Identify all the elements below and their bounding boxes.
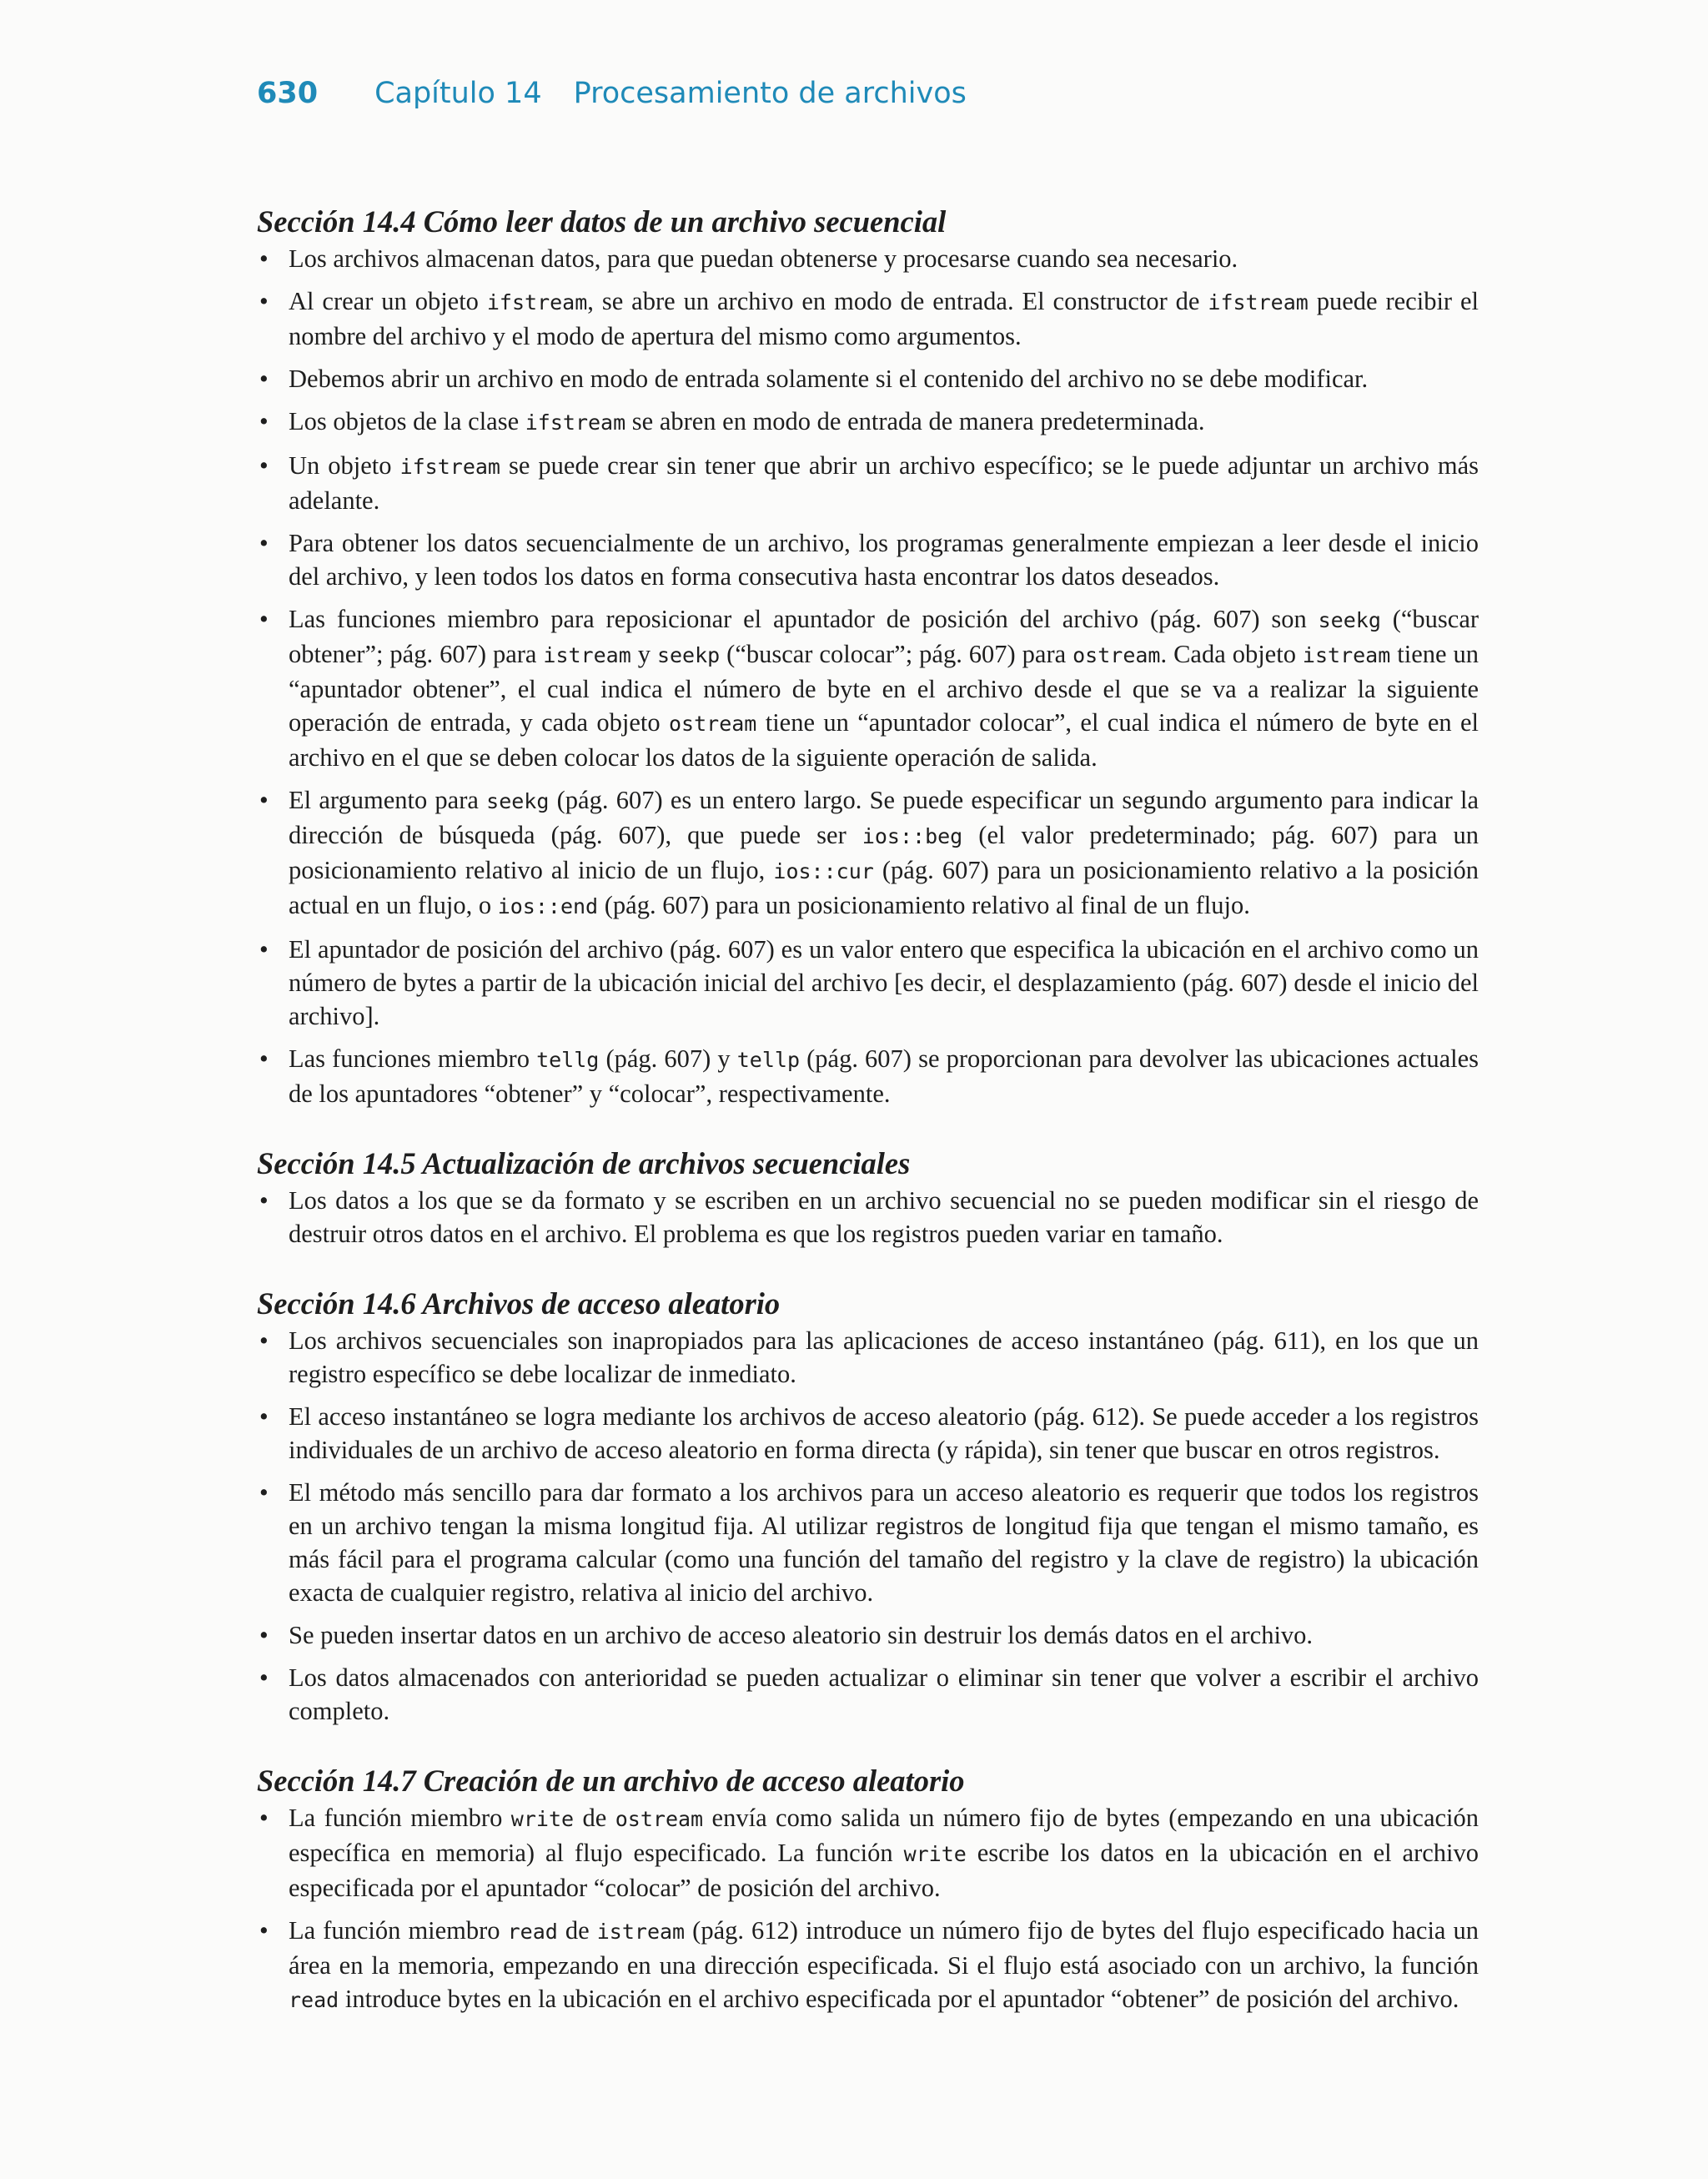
- bullet-item: [257, 284, 1479, 353]
- code-term: istream: [1302, 643, 1391, 667]
- code-term: ios::cur: [773, 859, 874, 883]
- text-run: se puede crear sin tener que abrir un archivo específico; se le puede adjuntar un archivo más adelante.: [289, 451, 1479, 515]
- text-run: El método más sencillo para dar formato a los archivos para un acceso aleatorio es requerir que todos los registros en un archivo tengan la misma longitud fija. Al utilizar registros de longitud fija que tengan el mismo tamaño, es más fácil para el programa calcular (como una función del tamaño del registro y la clave de registro) la ubicación exacta de cualquier registro, relativa al inicio del archivo.: [289, 1478, 1479, 1607]
- bullet-list: [257, 1324, 1479, 1728]
- section: [257, 1285, 1479, 1728]
- code-term: tellp: [736, 1048, 801, 1072]
- text-run: Debemos abrir un archivo en modo de entrada solamente si el contenido del archivo no se debe modificar.: [289, 365, 1369, 393]
- section-title: Sección 14.7 Creación de un archivo de acceso aleatorio: [257, 1764, 965, 1798]
- text-run: , se abre un archivo en modo de entrada. El constructor de: [587, 287, 1208, 315]
- bullet-item: [257, 1042, 1479, 1110]
- code-term: read: [289, 1988, 339, 2012]
- text-run: Las funciones miembro: [289, 1044, 537, 1073]
- chapter-title: Procesamiento de archivos: [573, 77, 967, 110]
- text-run: La función miembro: [289, 1804, 511, 1832]
- section: [257, 203, 1479, 1110]
- text-run: (el valor predeterminado; pág. 607) para un posicionamiento relativo al inicio de un flujo,: [289, 821, 1479, 884]
- bullet-list: [257, 1184, 1479, 1251]
- text-run: La función miembro: [289, 1916, 508, 1945]
- page-number: 630: [257, 77, 319, 110]
- text-run: se abren en modo de entrada de manera predeterminada.: [625, 407, 1205, 435]
- text-run: El apuntador de posición del archivo (pág. 607) es un valor entero que especifica la ubicación en el archivo como un número de bytes a partir de la ubicación inicial del archivo [es decir, el desplazamiento (pág. 607) desde el inicio del archivo].: [289, 935, 1479, 1030]
- text-run: envía como salida un número fijo de bytes (empezando en una ubicación específica en memoria) al flujo especificado. La función: [289, 1804, 1479, 1867]
- code-term: ifstream: [486, 290, 588, 315]
- code-term: ios::beg: [862, 824, 963, 848]
- code-term: ostream: [615, 1807, 704, 1831]
- code-term: read: [507, 1920, 558, 1944]
- bullet-item: [257, 1400, 1479, 1467]
- text-run: tiene un “apuntador colocar”, el cual indica el número de byte en el archivo en el que se deben colocar los datos de la siguiente operación de salida.: [289, 708, 1479, 772]
- chapter-label: Capítulo 14: [374, 77, 542, 110]
- bullet-list: [257, 242, 1479, 1110]
- code-term: ifstream: [525, 410, 626, 435]
- text-run: Al crear un objeto: [289, 287, 487, 315]
- bullet-item: [257, 405, 1479, 440]
- text-run: Los archivos almacenan datos, para que puedan obtenerse y procesarse cuando sea necesario.: [289, 244, 1238, 273]
- text-run: de: [557, 1916, 597, 1945]
- text-run: tiene un “apuntador obtener”, el cual indica el número de byte en el archivo desde el que se va a realizar la siguiente operación de entrada, y cada objeto: [289, 640, 1479, 737]
- text-run: El acceso instantáneo se logra mediante los archivos de acceso aleatorio (pág. 612). Se puede acceder a los registros individuales de un archivo de acceso aleatorio en forma directa (y rápida), sin tener que buscar en otros registros.: [289, 1402, 1479, 1464]
- text-run: introduce bytes en la ubicación en el archivo especificada por el apuntador “obtener” de posición del archivo.: [339, 1985, 1459, 2013]
- code-term: seekg: [486, 789, 550, 813]
- code-term: write: [903, 1842, 967, 1866]
- bullet-item: [257, 783, 1479, 923]
- text-run: puede recibir el nombre del archivo y el modo de apertura del mismo como argumentos.: [289, 287, 1479, 350]
- bullet-item: [257, 1661, 1479, 1728]
- text-run: (pág. 607) y: [599, 1044, 737, 1073]
- section: [257, 1145, 1479, 1251]
- section-title: Sección 14.6 Archivos de acceso aleatorio: [257, 1286, 781, 1321]
- section: [257, 1762, 1479, 2017]
- text-run: Las funciones miembro para reposicionar el apuntador de posición del archivo (pág. 607) son: [289, 605, 1319, 633]
- text-run: Un objeto: [289, 451, 400, 480]
- bullet-item: [257, 602, 1479, 774]
- bullet-item: [257, 362, 1479, 395]
- code-term: write: [510, 1807, 575, 1831]
- text-run: Se pueden insertar datos en un archivo de acceso aleatorio sin destruir los demás datos en el archivo.: [289, 1621, 1314, 1649]
- code-term: ifstream: [1208, 290, 1309, 315]
- code-term: tellg: [536, 1048, 600, 1072]
- bullet-item: [257, 1184, 1479, 1251]
- text-run: Para obtener los datos secuencialmente de un archivo, los programas generalmente empiezan a leer desde el inicio del archivo, y leen todos los datos en forma consecutiva hasta encontrar los datos deseados.: [289, 529, 1479, 591]
- bullet-item: [257, 1324, 1479, 1391]
- section-title: Sección 14.5 Actualización de archivos secuenciales: [257, 1146, 911, 1180]
- text-run: El argumento para: [289, 786, 487, 814]
- bullet-item: [257, 526, 1479, 593]
- bullet-list: [257, 1801, 1479, 2017]
- bullet-item: [257, 1801, 1479, 1905]
- text-run: . Cada objeto: [1160, 640, 1303, 668]
- text-run: Los datos almacenados con anterioridad se pueden actualizar o eliminar sin tener que volver a escribir el archivo completo.: [289, 1663, 1479, 1725]
- code-term: seekp: [656, 643, 721, 667]
- text-run: de: [574, 1804, 615, 1832]
- text-run: (“buscar obtener”; pág. 607) para: [289, 605, 1479, 668]
- bullet-item: [257, 449, 1479, 517]
- code-term: ostream: [669, 712, 757, 736]
- text-run: (pág. 607) para un posicionamiento relativo al final de un flujo.: [598, 891, 1250, 919]
- bullet-item: [257, 1618, 1479, 1652]
- bullet-item: [257, 1914, 1479, 2017]
- summary-content: [257, 203, 1479, 2051]
- text-run: (pág. 607) para un posicionamiento relativo a la posición actual en un flujo, o: [289, 856, 1479, 919]
- bullet-item: [257, 1476, 1479, 1609]
- code-term: istream: [543, 643, 631, 667]
- code-term: ifstream: [399, 455, 500, 479]
- code-term: ostream: [1073, 643, 1161, 667]
- text-run: Los datos a los que se da formato y se escriben en un archivo secuencial no se pueden modificar sin el riesgo de destruir otros datos en el archivo. El problema es que los registros pueden variar en tamaño.: [289, 1186, 1479, 1248]
- code-term: ios::end: [497, 894, 599, 918]
- bullet-item: [257, 242, 1479, 275]
- text-run: Los objetos de la clase: [289, 407, 525, 435]
- text-run: (“buscar colocar”; pág. 607) para: [720, 640, 1073, 668]
- code-term: seekg: [1318, 608, 1381, 632]
- text-run: (pág. 607) se proporcionan para devolver las ubicaciones actuales de los apuntadores “obtener” y “colocar”, respectivamente.: [289, 1044, 1479, 1108]
- text-run: (pág. 607) es un entero largo. Se puede especificar un segundo argumento para indicar la dirección de búsqueda (pág. 607), que puede ser: [289, 786, 1479, 849]
- running-header: [257, 77, 967, 110]
- text-run: y: [630, 640, 657, 668]
- text-run: Los archivos secuenciales son inapropiados para las aplicaciones de acceso instantáneo (pág. 611), en los que un registro específico se debe localizar de inmediato.: [289, 1326, 1479, 1388]
- text-run: (pág. 612) introduce un número fijo de bytes del flujo especificado hacia un área en la memoria, empezando en una dirección especificada. Si el flujo está asociado con un archivo, la función: [289, 1916, 1479, 1980]
- text-run: escribe los datos en la ubicación en el archivo especificada por el apuntador “colocar” de posición del archivo.: [289, 1839, 1479, 1902]
- code-term: istream: [596, 1920, 686, 1944]
- bullet-item: [257, 933, 1479, 1033]
- section-title: Sección 14.4 Cómo leer datos de un archivo secuencial: [257, 204, 947, 239]
